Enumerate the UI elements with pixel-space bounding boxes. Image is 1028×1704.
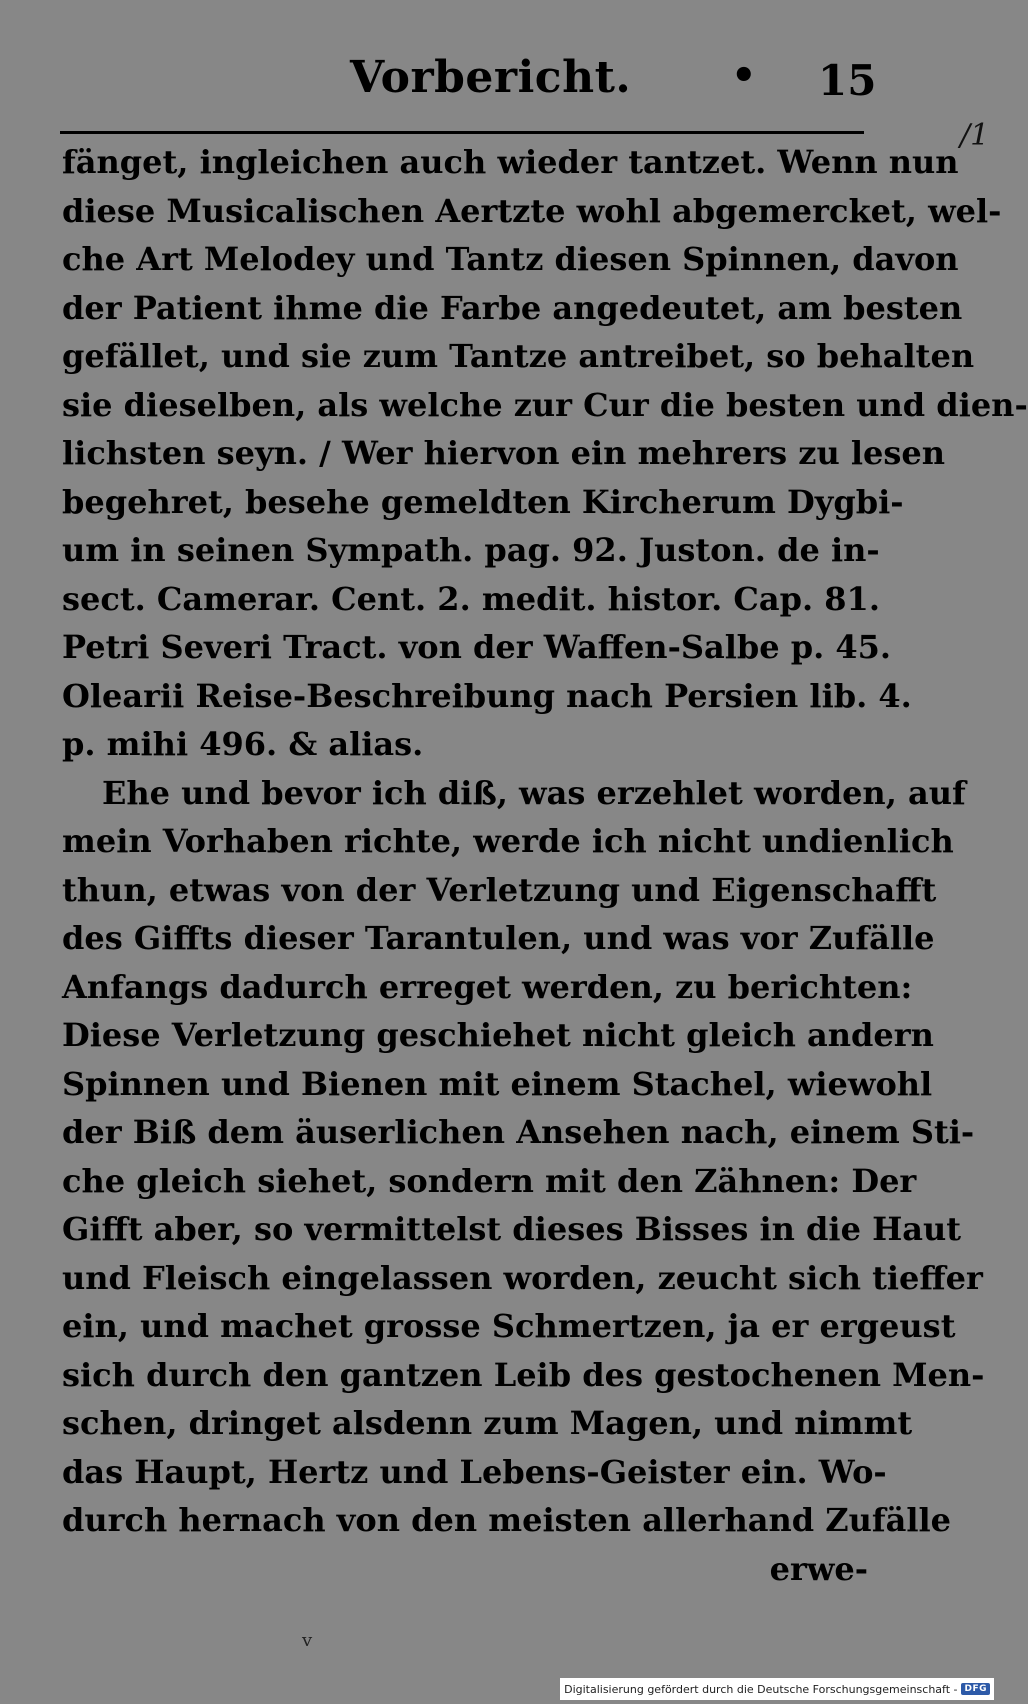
digitization-credit xyxy=(560,1678,994,1700)
text-line-16: thun, etwas von der Verletzung und Eigenschafft xyxy=(62,870,937,909)
text-line-24: und Fleisch eingelassen worden, zeucht sich tieffer xyxy=(62,1258,983,1297)
body-text xyxy=(62,138,1028,1593)
running-head-title: Vorbericht. xyxy=(350,52,632,103)
text-line-5: gefället, und sie zum Tantze antreibet, so behalten xyxy=(62,337,975,375)
text-line-9: um in seinen Sympath. pag. 92. Juston. de in- xyxy=(62,531,880,569)
dfg-logo-icon: DFG xyxy=(961,1683,990,1695)
text-line-28: das Haupt, Hertz und Lebens-Geister ein. Wo- xyxy=(62,1452,887,1491)
text-line-10: sect. Camerar. Cent. 2. medit. histor. Cap. 81. xyxy=(62,579,880,618)
text-line-11: Petri Severi Tract. von der Waffen-Salbe p. 45. xyxy=(62,628,892,666)
text-line-14: Ehe und bevor ich diß, was erzehlet worden, auf xyxy=(102,773,966,812)
text-line-20: Spinnen und Bienen mit einem Stachel, wiewohl xyxy=(62,1064,933,1103)
text-line-26: sich durch den gantzen Leib des gestochenen Men- xyxy=(62,1355,985,1394)
text-line-21: der Biß dem äuserlichen Ansehen nach, einem Sti- xyxy=(62,1113,975,1151)
text-line-2: diese Musicalischen Aertzte wohl abgemercket, wel- xyxy=(62,191,1002,230)
text-line-27: schen, dringet alsdenn zum Magen, und nimmt xyxy=(62,1404,913,1442)
text-line-7: lichsten seyn. / Wer hiervon ein mehrers zu lesen xyxy=(62,434,946,472)
text-line-29: durch hernach von den meisten allerhand Zufälle xyxy=(62,1501,952,1539)
text-line-25: ein, und machet grosse Schmertzen, ja er ergeust xyxy=(62,1307,956,1345)
margin-annotation: /1 xyxy=(960,118,990,153)
stray-mark: v xyxy=(302,1630,313,1651)
text-line-22: che gleich siehet, sondern mit den Zähnen: Der xyxy=(62,1161,917,1200)
credit-text: Digitalisierung gefördert durch die Deutsche Forschungsgemeinschaft - xyxy=(564,1682,958,1696)
page-header xyxy=(0,52,1000,122)
text-line-17: des Giffts dieser Tarantulen, und was vor Zufälle xyxy=(62,919,935,957)
text-line-23: Gifft aber, so vermittelst dieses Bisses in die Haut xyxy=(62,1210,962,1248)
running-head-dot: • xyxy=(731,52,757,99)
text-line-3: che Art Melodey und Tantz diesen Spinnen, davon xyxy=(62,240,959,278)
text-line-4: der Patient ihme die Farbe angedeutet, am besten xyxy=(62,288,963,327)
text-line-19: Diese Verletzung geschiehet nicht gleich andern xyxy=(62,1016,934,1054)
catchword: erwe- xyxy=(769,1549,868,1588)
page-number: 15 xyxy=(818,56,877,105)
text-line-18: Anfangs dadurch erreget werden, zu berichten: xyxy=(62,967,913,1006)
text-line-1: fänget, ingleichen auch wieder tantzet. Wenn nun xyxy=(62,143,959,181)
text-line-6: sie dieselben, als welche zur Cur die besten und dien- xyxy=(62,385,1028,424)
text-line-8: begehret, besehe gemeldten Kircherum Dygbi- xyxy=(62,482,904,521)
text-line-15: mein Vorhaben richte, werde ich nicht undienlich xyxy=(62,822,954,860)
text-line-13: p. mihi 496. & alias. xyxy=(62,725,424,763)
header-rule xyxy=(60,131,864,134)
text-line-12: Olearii Reise-Beschreibung nach Persien lib. 4. xyxy=(62,676,912,715)
